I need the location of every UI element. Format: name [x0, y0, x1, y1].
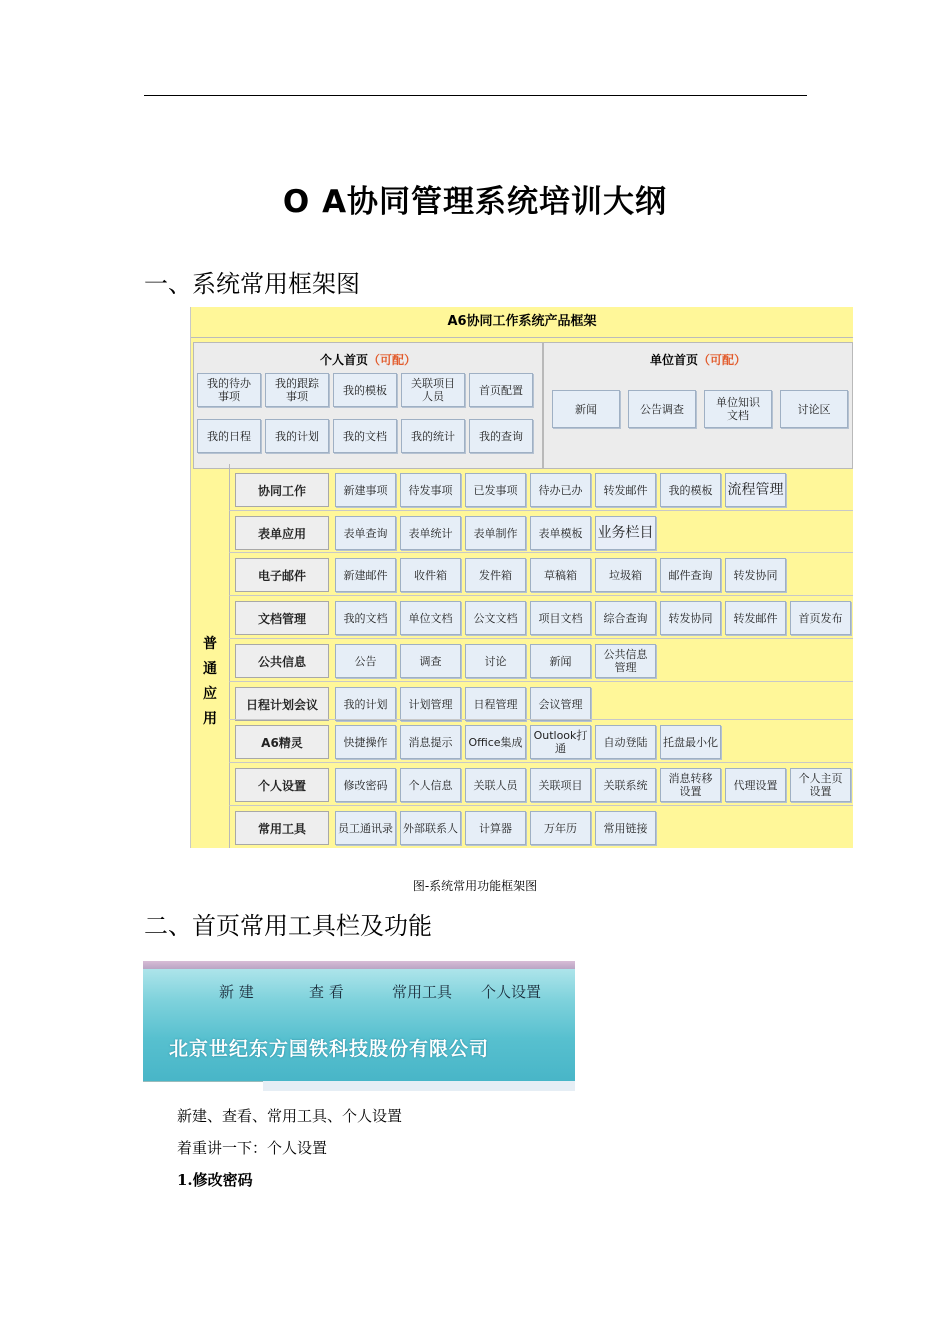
paragraph-toolbar-items: 新建、查看、常用工具、个人设置	[177, 1107, 403, 1125]
category-label: 文档管理	[235, 601, 329, 635]
unit-item: 单位知识 文档	[704, 390, 772, 428]
unit-item: 新闻	[552, 390, 620, 428]
function-item: 草稿箱	[530, 558, 591, 592]
general-apps-label: 普 通 应 用	[203, 636, 217, 727]
paragraph-change-password: 1.修改密码	[177, 1171, 253, 1189]
personal-item: 我的跟踪 事项	[265, 373, 329, 407]
toolbar-bottom-tab	[143, 1081, 263, 1091]
category-label: 协同工作	[235, 473, 329, 507]
category-label: 电子邮件	[235, 558, 329, 592]
function-item: 常用链接	[595, 811, 656, 845]
function-item: 会议管理	[530, 687, 591, 721]
general-apps-column	[191, 464, 230, 848]
unit-homepage-panel	[543, 342, 853, 469]
unit-panel-head: 单位首页（可配）	[649, 353, 747, 367]
function-item: 新建事项	[335, 473, 396, 507]
function-item: Outlook打通	[530, 725, 591, 759]
function-item: 项目文档	[530, 601, 591, 635]
unit-item: 讨论区	[780, 390, 848, 428]
personal-item: 我的模板	[333, 373, 397, 407]
category-label: 公共信息	[235, 644, 329, 678]
function-item: 讨论	[465, 644, 526, 678]
category-label: 常用工具	[235, 811, 329, 845]
category-label: 表单应用	[235, 516, 329, 550]
function-item: 待发事项	[400, 473, 461, 507]
menu-tools[interactable]: 常用工具	[392, 983, 453, 1001]
function-item: 邮件查询	[660, 558, 721, 592]
function-item: 外部联系人	[400, 811, 461, 845]
personal-item: 首页配置	[469, 373, 533, 407]
header-rule	[144, 95, 807, 96]
row-divider	[229, 552, 853, 553]
function-item: 关联项目	[530, 768, 591, 802]
function-item: Office集成	[465, 725, 526, 759]
function-item: 调查	[400, 644, 461, 678]
function-item: 关联人员	[465, 768, 526, 802]
function-item: 托盘最小化	[660, 725, 721, 759]
personal-item: 我的待办 事项	[197, 373, 261, 407]
function-item: 公共信息 管理	[595, 644, 656, 678]
toolbar-screenshot	[143, 961, 575, 1091]
section-heading-1: 一、系统常用框架图	[144, 270, 360, 298]
function-item: 表单查询	[335, 516, 396, 550]
function-item: 垃圾箱	[595, 558, 656, 592]
function-item: 我的计划	[335, 687, 396, 721]
personal-item: 我的查询	[469, 419, 533, 453]
function-item: 流程管理	[725, 473, 786, 507]
unit-item: 公告调查	[628, 390, 696, 428]
function-item: 新闻	[530, 644, 591, 678]
menu-view[interactable]: 查 看	[309, 983, 344, 1001]
function-item: 表单统计	[400, 516, 461, 550]
function-item: 个人主页 设置	[790, 768, 851, 802]
function-item: 我的文档	[335, 601, 396, 635]
function-item: 修改密码	[335, 768, 396, 802]
page-title: O A协同管理系统培训大纲	[282, 184, 668, 220]
function-item: 发件箱	[465, 558, 526, 592]
toolbar-top-band	[143, 961, 575, 969]
personal-homepage-panel	[193, 342, 543, 469]
paragraph-focus: 着重讲一下：个人设置	[177, 1139, 328, 1157]
figure-caption: 图-系统常用功能框架图	[412, 879, 538, 893]
row-divider	[229, 595, 853, 596]
function-item: 首页发布	[790, 601, 851, 635]
category-label: 个人设置	[235, 768, 329, 802]
function-item: 转发协同	[660, 601, 721, 635]
personal-item: 我的日程	[197, 419, 261, 453]
section-heading-2: 二、首页常用工具栏及功能	[144, 912, 432, 940]
personal-panel-head: 个人首页（可配）	[319, 353, 417, 367]
row-divider	[229, 681, 853, 682]
category-label: A6精灵	[235, 725, 329, 759]
personal-item: 我的文档	[333, 419, 397, 453]
category-label: 日程计划会议	[235, 687, 329, 721]
function-item: 转发协同	[725, 558, 786, 592]
function-item: 综合查询	[595, 601, 656, 635]
function-item: 消息提示	[400, 725, 461, 759]
function-item: 个人信息	[400, 768, 461, 802]
function-item: 员工通讯录	[335, 811, 396, 845]
personal-item: 关联项目 人员	[401, 373, 465, 407]
row-divider	[229, 719, 853, 720]
function-item: 业务栏目	[595, 516, 656, 550]
row-divider	[229, 638, 853, 639]
function-item: 关联系统	[595, 768, 656, 802]
framework-diagram	[190, 307, 853, 848]
function-item: 转发邮件	[595, 473, 656, 507]
function-item: 表单制作	[465, 516, 526, 550]
function-item: 单位文档	[400, 601, 461, 635]
function-item: 代理设置	[725, 768, 786, 802]
function-item: 转发邮件	[725, 601, 786, 635]
personal-item: 我的计划	[265, 419, 329, 453]
menu-new[interactable]: 新 建	[219, 983, 254, 1001]
function-item: 新建邮件	[335, 558, 396, 592]
function-item: 待办已办	[530, 473, 591, 507]
company-name: 北京世纪东方国铁科技股份有限公司	[169, 1038, 490, 1060]
menu-personal-settings[interactable]: 个人设置	[481, 983, 542, 1001]
function-item: 消息转移 设置	[660, 768, 721, 802]
function-item: 自动登陆	[595, 725, 656, 759]
function-item: 万年历	[530, 811, 591, 845]
function-item: 已发事项	[465, 473, 526, 507]
function-item: 表单模板	[530, 516, 591, 550]
function-item: 日程管理	[465, 687, 526, 721]
function-item: 我的模板	[660, 473, 721, 507]
personal-item: 我的统计	[401, 419, 465, 453]
row-divider	[229, 762, 853, 763]
function-item: 快捷操作	[335, 725, 396, 759]
row-divider	[229, 805, 853, 806]
function-item: 计划管理	[400, 687, 461, 721]
function-item: 公告	[335, 644, 396, 678]
function-item: 计算器	[465, 811, 526, 845]
function-item: 公文文档	[465, 601, 526, 635]
framework-title: A6协同工作系统产品框架	[191, 307, 853, 338]
function-item: 收件箱	[400, 558, 461, 592]
row-divider	[229, 510, 853, 511]
